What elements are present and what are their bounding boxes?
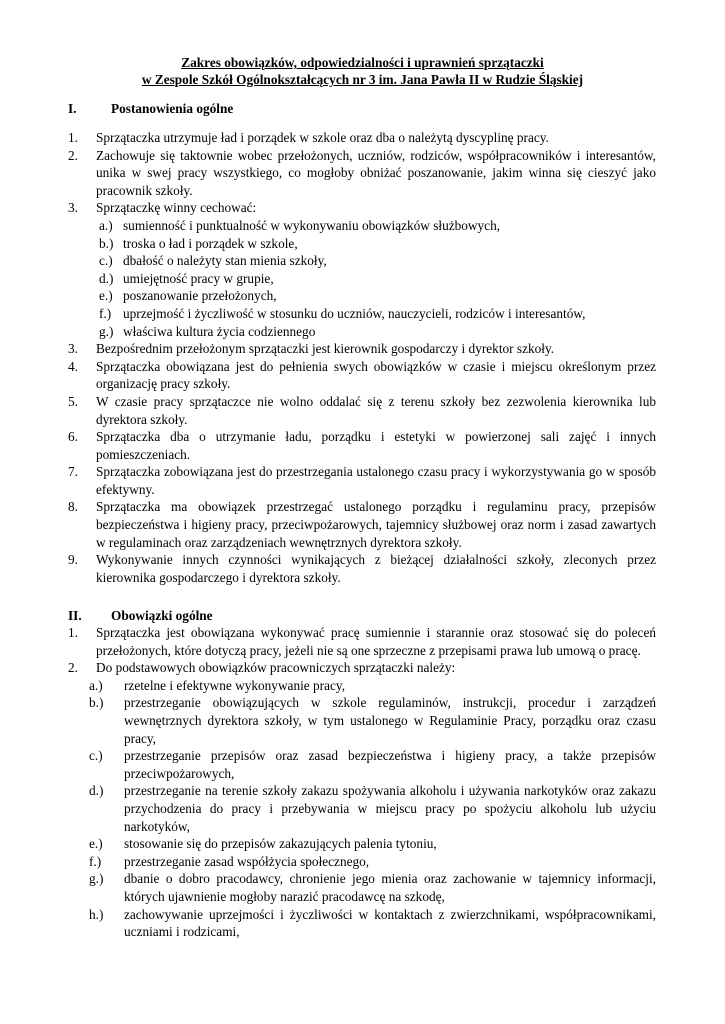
duty-item: d.) przestrzeganie na terenie szkoły zakazu spożywania alkoholu i używania narkotyków oraz zakazu przychodzenia do pracy i przebywania w miejscu pracy po spożyciu alkoholu lub użyciu narkotyków, [89, 783, 656, 834]
trait-item: g.) właściwa kultura życia codziennego [99, 323, 316, 339]
duty-item: c.) przestrzeganie przepisów oraz zasad bezpieczeństwa i higieny pracy, a także przepisów przeciwpożarowych, [89, 748, 656, 781]
trait-item: c.) dbałość o należyty stan mienia szkoły, [99, 253, 327, 269]
section-number: II. [68, 608, 82, 623]
trait-item: b.) troska o ład i porządek w szkole, [99, 235, 298, 251]
section-1-heading [68, 100, 233, 118]
trait-item: f.) uprzejmość i życzliwość w stosunku do uczniów, nauczycieli, rodziców i interesantów, [99, 305, 586, 321]
list-item: 2. Zachowuje się taktownie wobec przełożonych, uczniów, rodziców, współpracowników i interesantów, unika w swej pracy wszystkiego, co mogłoby obniżać poszanowanie, jakim winna się cieszyć jako pracownik szkoły. [68, 147, 656, 198]
list-item: 5. W czasie pracy sprzątaczce nie wolno oddalać się z terenu szkoły bez zezwolenia kierownika lub dyrektora szkoły. [68, 393, 656, 427]
title-line-1: Zakres obowiązków, odpowiedzialności i uprawnień sprzątaczki [181, 55, 544, 70]
document-title [0, 54, 725, 88]
list-item: 3. Bezpośrednim przełożonym sprzątaczki jest kierownik gospodarczy i dyrektor szkoły. [68, 341, 555, 357]
section-title: Postanowienia ogólne [111, 101, 234, 116]
duty-item: a.) rzetelne i efektywne wykonywanie pracy, [89, 677, 346, 693]
trait-item: d.) umiejętność pracy w grupie, [99, 270, 274, 286]
duty-item: f.) przestrzeganie zasad współżycia społecznego, [89, 853, 370, 869]
section-title: Obowiązki ogólne [111, 608, 213, 623]
list-item: 9. Wykonywanie innych czynności wynikających z bieżącej działalności szkoły, zleconych przez kierownika gospodarczego i dyrektora szkoły. [68, 552, 656, 585]
section-2-body [68, 624, 656, 941]
trait-item: e.) poszanowanie przełożonych, [99, 288, 277, 304]
duty-item: b.) przestrzeganie obowiązujących w szkole regulaminów, instrukcji, procedur i zarządzeń wewnętrznych dyrektora szkoły, w tym ustalonego w Regulaminie Pracy, porządku oraz czasu pracy, [89, 695, 656, 746]
section-2-heading [68, 607, 213, 625]
duty-item: e.) stosowanie się do przepisów zakazujących palenia tytoniu, [89, 836, 437, 852]
list-item: 1. Sprzątaczka utrzymuje ład i porządek w szkole oraz dba o należytą dyscyplinę pracy. [68, 130, 549, 145]
list-item: 4. Sprzątaczka obowiązana jest do pełnienia swych obowiązków w czasie i miejscu określonym przez organizację pracy szkoły. [68, 358, 656, 392]
section-number: I. [68, 101, 77, 116]
list-item: 1. Sprzątaczka jest obowiązana wykonywać pracę sumiennie i starannie oraz stosować się do poleceń przełożonych, które dotyczą pracy, jeżeli nie są one sprzeczne z przepisami prawa lub umową o pracę. [68, 625, 656, 658]
title-line-2: w Zespole Szkół Ogólnokształcących nr 3 im. Jana Pawła II w Rudzie Śląskiej [141, 72, 584, 87]
list-item: 2. Do podstawowych obowiązków pracowniczych sprzątaczki należy: [68, 660, 456, 676]
trait-item: a.) sumienność i punktualność w wykonywaniu obowiązków służbowych, [99, 217, 501, 233]
duty-item: h.) zachowywanie uprzejmości i życzliwości w kontaktach z zwierzchnikami, współpracownikami, uczniami i rodzicami, [89, 906, 656, 940]
list-item: 8. Sprzątaczka ma obowiązek przestrzegać ustalonego porządku i regulaminu pracy, przepisów bezpieczeństwa i higieny pracy, przeciwpożarowych, tajemnicy służbowej oraz norm i zasad zawartych w regulaminach oraz zarządzeniach wewnętrznych dyrektora szkoły. [68, 499, 656, 550]
section-1-body [68, 129, 656, 586]
list-item: 3. Sprzątaczkę winny cechować: [68, 200, 257, 216]
list-item: 7. Sprzątaczka zobowiązana jest do przestrzegania ustalonego czasu pracy i wykorzystywania go w sposób efektywny. [68, 464, 656, 497]
list-item: 6. Sprzątaczka dba o utrzymanie ładu, porządku i estetyki w powierzonej sali zajęć i innych pomieszczeniach. [68, 429, 656, 462]
duty-item: g.) dbanie o dobro pracodawcy, chronienie jego mienia oraz zachowanie w tajemnicy informacji, których ujawnienie mogłoby narazić pracodawcę na szkodę, [89, 871, 656, 904]
